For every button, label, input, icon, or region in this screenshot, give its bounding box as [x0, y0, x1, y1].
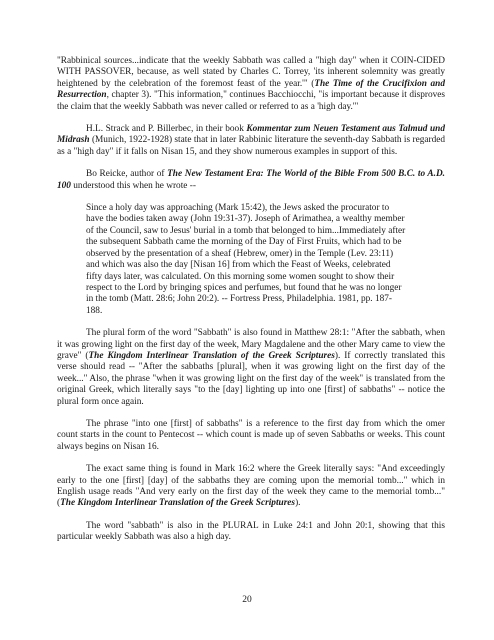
text-run: , chapter 3). "This information," continues Bacchiocchi, "is important because it disproves the claim that the weekly Sabbath was never called or referred to as a 'high day.'" [57, 90, 445, 112]
text-run: ). If correctly translated this verse should read -- "After the sabbaths [plural], when it was growing light on the first day of the week..." Also, the phrase "when it was growing light on the first day of the week" is translated from the original Greek, which literally says "to the [day] lighting up into one [first] of sabbaths" -- notice the plural form once again. [57, 350, 445, 407]
paragraph-mark-16-2 [57, 464, 445, 510]
work-title: The Time of the Crucifixion and Resurrection [57, 78, 445, 101]
work-title: The Kingdom Interlinear Translation of the Greek Scriptures [60, 498, 296, 509]
paragraph-matthew-28-1 [57, 328, 445, 408]
work-title: The New Testament Era: The World of the Bible From 500 B.C. to A.D. 100 [57, 169, 445, 191]
text-run: ). [295, 498, 301, 509]
paragraph-strack-billerbec [57, 124, 445, 158]
paragraph-rabbinical-sources [57, 56, 445, 113]
paragraph-bo-reicke [57, 169, 445, 192]
text-run: The exact same thing is found in Mark 16:2 where the Greek literally says: "And exceedingly early to the one [first] [day] of the sabbaths they are coming upon the memorial tomb..." which in English usage reads "And very early on the first day of the week they came to the memorial tomb..." ( [57, 464, 445, 509]
text-run: The plural form of the word "Sabbath" is also found in Matthew 28:1: "After the sabbath, when it was growing light on the first day of the week, Mary Magdalene and the other Mary came to view the grave" ( [57, 328, 445, 361]
work-title: The Kingdom Interlinear Translation of the Greek Scriptures [88, 350, 335, 361]
text-run: understood this when he wrote -- [70, 180, 196, 191]
text-run: "Rabbinical sources...indicate that the weekly Sabbath was called a "high day" when it COIN-CIDED WITH PASSOVER, because, as well stated by Charles C. Torrey, 'its inherent solemnity was greatly heightened by the celebration of the foremost feast of the year.'" ( [57, 56, 445, 89]
text-run: The phrase "into one [first] of sabbaths" is a reference to the first day from which the omer count starts in the count to Pentecost -- which count is made up of seven Sabbaths or weeks. This count always begins on Nisan 16. [57, 418, 445, 452]
text-run: H.L. Strack and P. Billerbec, in their book [86, 124, 247, 135]
block-quote-reicke [86, 203, 408, 317]
paragraph-luke-john-plural [57, 521, 445, 544]
text-run: (Munich, 1922-1928) state that in later Rabbinic literature the seventh-day Sabbath is regarded as a "high day" if it falls on Nisan 15, and they show numerous examples in support of this. [57, 135, 445, 157]
work-title: Kommentar zum Neuen Testament aus Talmud und Midrash [57, 124, 445, 146]
text-run: Since a holy day was approaching (Mark 15:42), the Jews asked the procurator to have the bodies taken away (John 19:31-37). Joseph of Arimathea, a wealthy member of the Council, saw to Jesus' burial in a tomb that belonged to him...Immediately after the subsequent Sabbath came the morning of the Day of First Fruits, which had to be observed by the presentation of a sheaf (Hebrew, omer) in the Temple (Lev. 23:11) and which was also the day [Nisan 16] from which the Feast of Weeks, celebrated fifty days later, was calculated. On this morning some women sought to show their respect to the Lord by bringing spices and perfumes, but found that he was no longer in the tomb (Matt. 28:6; John 20:2). -- Fortress Press, Philadelphia. 1981, pp. 187-188. [86, 203, 406, 316]
text-run: The word "sabbath" is also in the PLURAL in Luke 24:1 and John 20:1, showing that this particular weekly Sabbath was also a high day. [57, 520, 445, 543]
paragraph-omer-count [57, 419, 445, 453]
document-body [57, 56, 445, 555]
text-run: Bo Reicke, author of [86, 169, 168, 180]
page-number: 20 [242, 595, 252, 605]
